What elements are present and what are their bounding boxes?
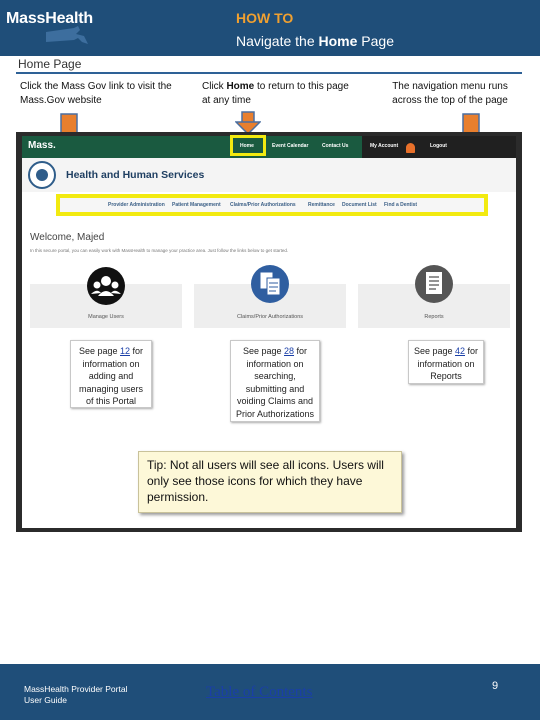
documents-icon	[250, 264, 290, 304]
note-reports: See page 42 for information on Reports	[408, 340, 484, 384]
menu-claims-prior-authorizations[interactable]: Claims/Prior Authorizations	[230, 202, 296, 208]
report-icon	[414, 264, 454, 304]
footer-guide-title: MassHealth Provider Portal User Guide	[24, 684, 128, 705]
callout-mass-gov: Click the Mass Gov link to visit the Mass.Gov website	[20, 81, 172, 106]
mass-gov-link[interactable]: Mass.	[28, 140, 56, 151]
navigation-menu	[56, 194, 488, 216]
page-link[interactable]: 42	[455, 346, 466, 356]
menu-find-a-dentist[interactable]: Find a Dentist	[384, 202, 418, 208]
site-banner	[22, 158, 516, 192]
massachusetts-map-icon	[44, 22, 90, 50]
nav-home[interactable]: Home	[240, 143, 254, 149]
table-of-contents-link[interactable]: Table of Contents	[206, 684, 313, 700]
note-manage-users: See page 12 for information on adding and managing users of this Portal	[70, 340, 152, 408]
welcome-heading: Welcome, Majed	[30, 232, 105, 243]
site-title: Health and Human Services	[66, 169, 205, 181]
page-link[interactable]: 12	[120, 346, 131, 356]
page-subtitle: Navigate the Home Page	[236, 33, 394, 49]
bell-icon[interactable]	[406, 143, 415, 153]
section-title: Home Page	[18, 57, 82, 71]
menu-document-list[interactable]: Document List	[342, 202, 377, 208]
menu-patient-management[interactable]: Patient Management	[172, 202, 221, 208]
page-title: HOW TO	[236, 10, 294, 26]
page-header	[0, 0, 540, 56]
nav-contact-us[interactable]: Contact Us	[322, 143, 349, 149]
note-claims: See page 28 for information on searching, submitting and voiding Claims and Prior Authorizations	[230, 340, 320, 422]
account-nav	[362, 136, 516, 158]
nav-my-account[interactable]: My Account	[370, 143, 399, 149]
intro-text: In this secure portal, you can easily work with MassHealth to manage your practice area. Just follow the links below to get started.	[30, 248, 289, 253]
page-link[interactable]: 28	[284, 346, 295, 356]
top-navigation	[22, 136, 516, 158]
users-icon	[86, 266, 126, 306]
reports-label: Reports	[424, 314, 444, 320]
nav-logout[interactable]: Logout	[430, 143, 447, 149]
callout-nav-menu: The navigation menu runs across the top of the page	[392, 81, 508, 106]
tip-box: Tip: Not all users will see all icons. Users will only see those icons for which they have permission.	[138, 451, 402, 513]
state-seal-icon	[28, 161, 56, 189]
callout-home: Click Home to return to this page at any time	[202, 81, 349, 106]
masshealth-logo: MassHealth	[6, 10, 93, 27]
nav-event-calendar[interactable]: Event Calendar	[272, 143, 309, 149]
page-number: 9	[492, 680, 499, 692]
page-footer	[0, 664, 540, 720]
menu-provider-administration[interactable]: Provider Administration	[108, 202, 165, 208]
section-divider	[16, 72, 522, 74]
manage-users-label: Manage Users	[88, 314, 124, 320]
claims-label: Claims/Prior Authorizations	[236, 314, 304, 320]
home-highlight	[230, 135, 266, 156]
menu-remittance[interactable]: Remittance	[308, 202, 335, 208]
